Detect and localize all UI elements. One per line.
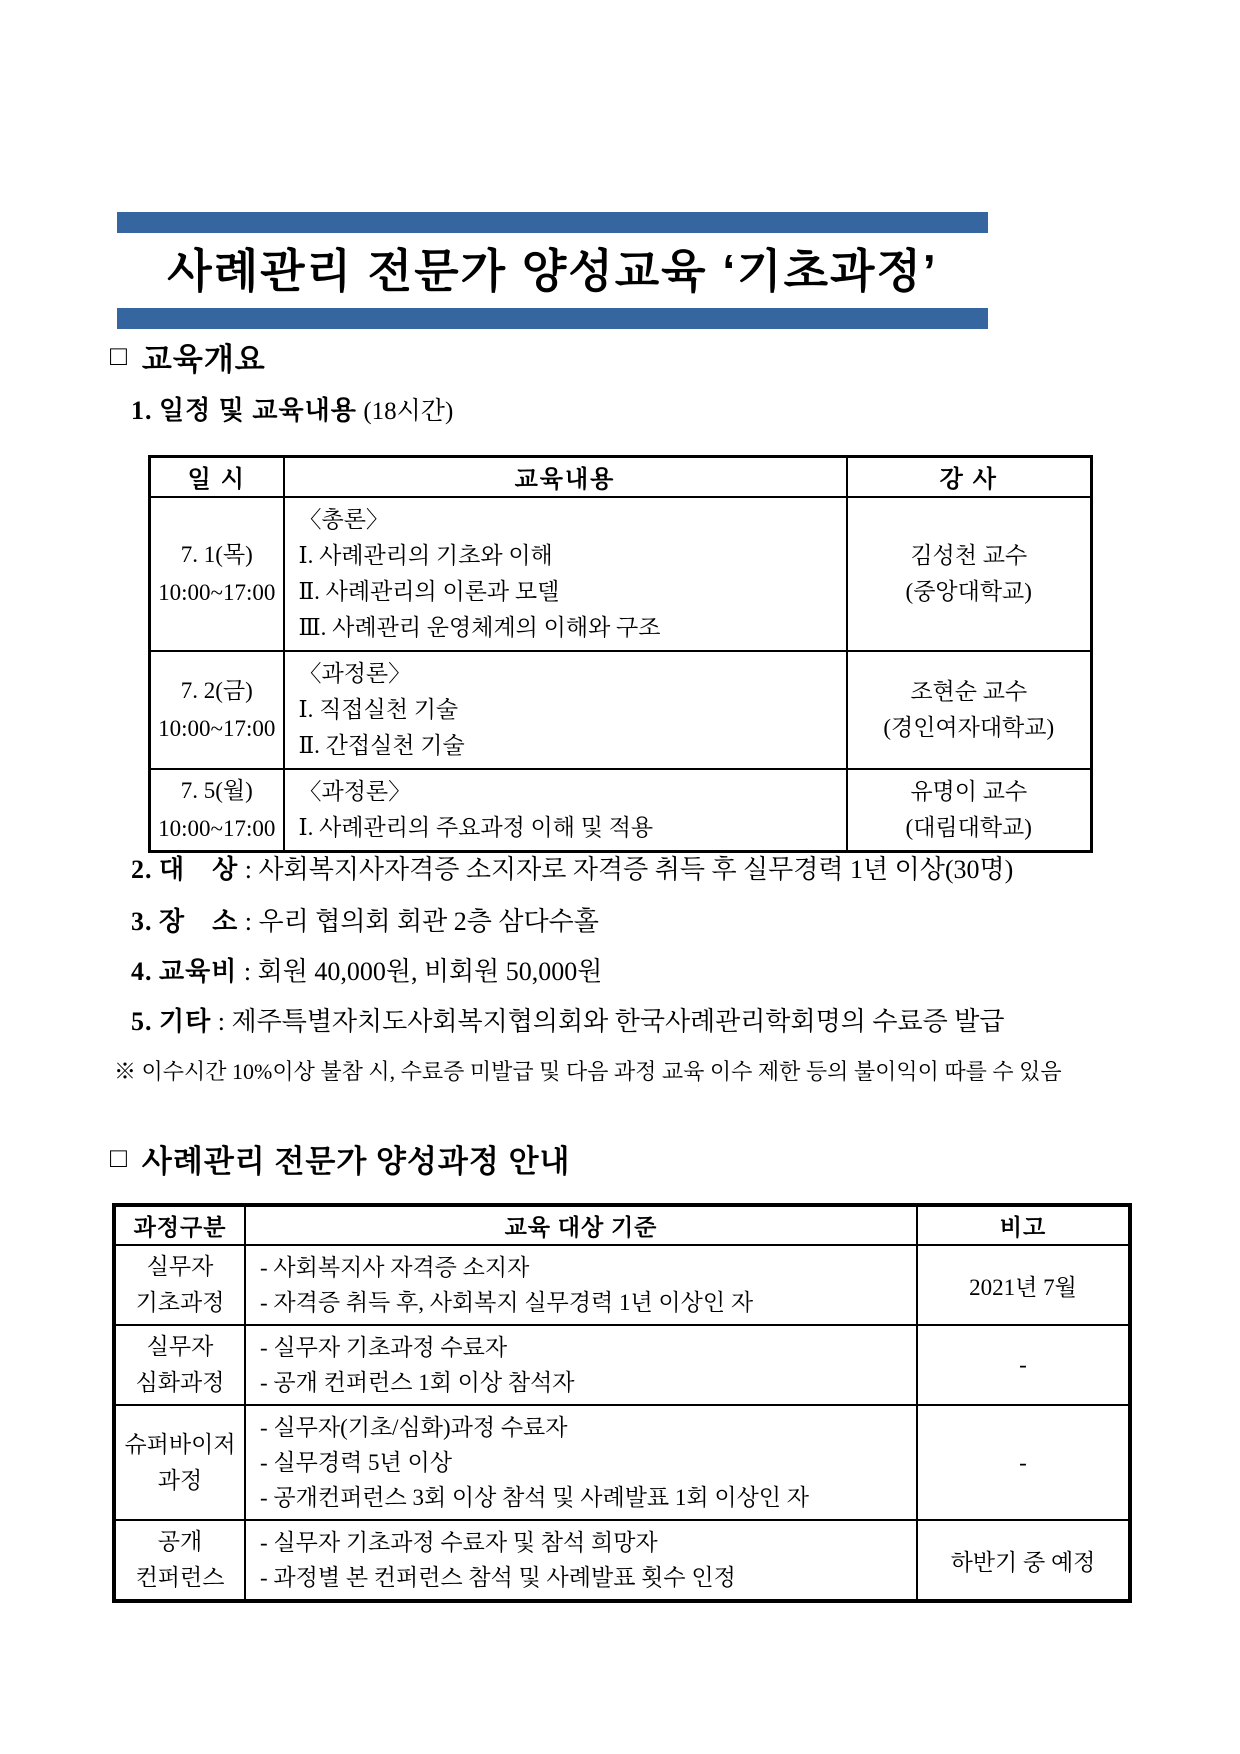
cell-remark: 2021년 7월 [917, 1245, 1130, 1325]
cell-remark: - [917, 1325, 1130, 1405]
cell-criteria [245, 1520, 917, 1601]
schedule-item-line [131, 390, 453, 427]
course-name-line: 심화과정 [135, 1370, 225, 1395]
cell-criteria [245, 1245, 917, 1325]
content-line: Ⅲ. 사례관리 운영체계의 이해와 구조 [298, 614, 661, 640]
table-row [150, 769, 1092, 852]
item-suffix: (18시간) [363, 398, 454, 425]
cell-lecturer [847, 651, 1092, 769]
criteria-line: - 공개컨퍼런스 3회 이상 참석 및 사례발표 1회 이상인 자 [260, 1485, 809, 1510]
footnote [114, 1055, 1062, 1086]
lecturer-affiliation: (중앙대학교) [905, 578, 1032, 604]
course-name-line: 기초과정 [135, 1290, 225, 1315]
lecturer-name: 조현순 교수 [910, 678, 1028, 704]
item-separator: : [238, 907, 259, 936]
content-line: 〈총론〉 [298, 506, 389, 532]
cell-course [114, 1325, 245, 1405]
content-line: Ⅰ. 사례관리의 기초와 이해 [298, 542, 553, 568]
cell-datetime [150, 651, 284, 769]
item-number: 2. [131, 855, 153, 884]
item-label: 교육비 [159, 957, 238, 986]
item-text: 우리 협의회 회관 2층 삼다수홀 [258, 907, 599, 936]
page-title: 사례관리 전문가 양성교육 ‘기초과정’ [167, 245, 938, 297]
cell-lecturer [847, 769, 1092, 852]
cell-content [284, 651, 847, 769]
section1-heading [110, 334, 266, 379]
item-number: 1. [131, 396, 153, 425]
course-name-line: 과정 [157, 1467, 203, 1493]
col-header-course: 과정구분 [114, 1205, 245, 1245]
table-row [114, 1520, 1130, 1601]
square-bullet-icon: □ [110, 340, 128, 372]
item-text: 회원 40,000원, 비회원 50,000원 [257, 957, 603, 986]
date-text: 7. 1(목) [180, 541, 253, 567]
col-header-content: 교육내용 [284, 457, 847, 497]
date-text: 7. 5(월) [180, 777, 253, 803]
banner-top-bar [117, 212, 988, 233]
time-text: 10:00~17:00 [158, 579, 276, 605]
criteria-line: - 자격증 취득 후, 사회복지 실무경력 1년 이상인 자 [260, 1290, 754, 1315]
banner-bottom-bar [117, 308, 988, 329]
table-row [114, 1405, 1130, 1520]
item-number: 4. [131, 957, 153, 986]
cell-course [114, 1520, 245, 1601]
footnote-text: 이수시간 10%이상 불참 시, 수료증 미발급 및 다음 과정 교육 이수 제한 등의 불이익이 따를 수 있음 [141, 1059, 1062, 1084]
content-line: Ⅰ. 사례관리의 주요과정 이해 및 적용 [298, 814, 654, 840]
item-number: 5. [131, 1007, 153, 1036]
cell-content [284, 497, 847, 651]
lecturer-name: 김성천 교수 [910, 542, 1028, 568]
content-line: Ⅱ. 사례관리의 이론과 모델 [298, 578, 560, 604]
col-header-remark: 비고 [917, 1205, 1130, 1245]
time-text: 10:00~17:00 [158, 815, 276, 841]
criteria-line: - 실무자 기초과정 수료자 및 참석 희망자 [260, 1530, 658, 1555]
lecturer-affiliation: (대림대학교) [905, 814, 1032, 840]
cell-datetime [150, 497, 284, 651]
lecturer-affiliation: (경인여자대학교) [883, 714, 1055, 740]
item-separator: : [237, 957, 258, 986]
course-name-line: 공개 [157, 1529, 203, 1554]
detail-line-place [131, 901, 599, 938]
course-table [112, 1203, 1132, 1603]
criteria-line: - 과정별 본 컨퍼런스 참석 및 사례발표 횟수 인정 [260, 1565, 736, 1590]
table-row [114, 1325, 1130, 1405]
item-label: 장 소 [159, 907, 239, 936]
criteria-line: - 실무자(기초/심화)과정 수료자 [260, 1415, 568, 1440]
schedule-table [148, 455, 1093, 853]
col-header-criteria: 교육 대상 기준 [245, 1205, 917, 1245]
cell-criteria [245, 1405, 917, 1520]
content-line: 〈과정론〉 [298, 778, 412, 804]
schedule-header-row [150, 457, 1092, 497]
item-text: 제주특별자치도사회복지협의회와 한국사례관리학회명의 수료증 발급 [231, 1007, 1005, 1036]
cell-course [114, 1405, 245, 1520]
detail-line-fee [131, 951, 602, 988]
title-banner [117, 212, 988, 329]
cell-datetime [150, 769, 284, 852]
lecturer-name: 유명이 교수 [910, 778, 1028, 804]
table-row [150, 651, 1092, 769]
course-name-line: 슈퍼바이저 [124, 1431, 236, 1457]
date-text: 7. 2(금) [180, 677, 253, 703]
course-name-line: 실무자 [146, 1334, 214, 1359]
item-separator: : [211, 1007, 232, 1036]
table-row [150, 497, 1092, 651]
section2-heading [110, 1136, 570, 1181]
criteria-line: - 사회복지사 자격증 소지자 [260, 1255, 530, 1280]
item-label: 일정 및 교육내용 [159, 396, 357, 425]
cell-remark: 하반기 중 예정 [917, 1520, 1130, 1601]
cell-criteria [245, 1325, 917, 1405]
course-name-line: 컨퍼런스 [135, 1565, 225, 1590]
detail-line-target [131, 849, 1013, 886]
time-text: 10:00~17:00 [158, 715, 276, 741]
course-name-line: 실무자 [146, 1254, 214, 1279]
detail-line-etc [131, 1001, 1004, 1038]
criteria-line: - 실무자 기초과정 수료자 [260, 1335, 508, 1360]
section1-heading-label: 교육개요 [141, 342, 266, 377]
section2-heading-label: 사례관리 전문가 양성과정 안내 [141, 1144, 571, 1179]
cell-content [284, 769, 847, 852]
item-label: 기타 [159, 1007, 212, 1036]
criteria-line: - 공개 컨퍼런스 1회 이상 참석자 [260, 1370, 575, 1395]
item-label: 대 상 [159, 855, 239, 884]
col-header-lecturer: 강 사 [847, 457, 1092, 497]
content-line: Ⅱ. 간접실천 기술 [298, 732, 465, 758]
item-text: 사회복지사자격증 소지자로 자격증 취득 후 실무경력 1년 이상(30명) [258, 855, 1014, 884]
square-bullet-icon: □ [110, 1142, 128, 1174]
col-header-datetime: 일 시 [150, 457, 284, 497]
table-row [114, 1245, 1130, 1325]
reference-mark-icon: ※ [114, 1059, 137, 1084]
cell-lecturer [847, 497, 1092, 651]
criteria-line: - 실무경력 5년 이상 [260, 1450, 452, 1475]
cell-remark: - [917, 1405, 1130, 1520]
cell-course [114, 1245, 245, 1325]
content-line: Ⅰ. 직접실천 기술 [298, 696, 459, 722]
content-line: 〈과정론〉 [298, 660, 412, 686]
item-number: 3. [131, 907, 153, 936]
item-separator: : [238, 855, 259, 884]
course-header-row [114, 1205, 1130, 1245]
